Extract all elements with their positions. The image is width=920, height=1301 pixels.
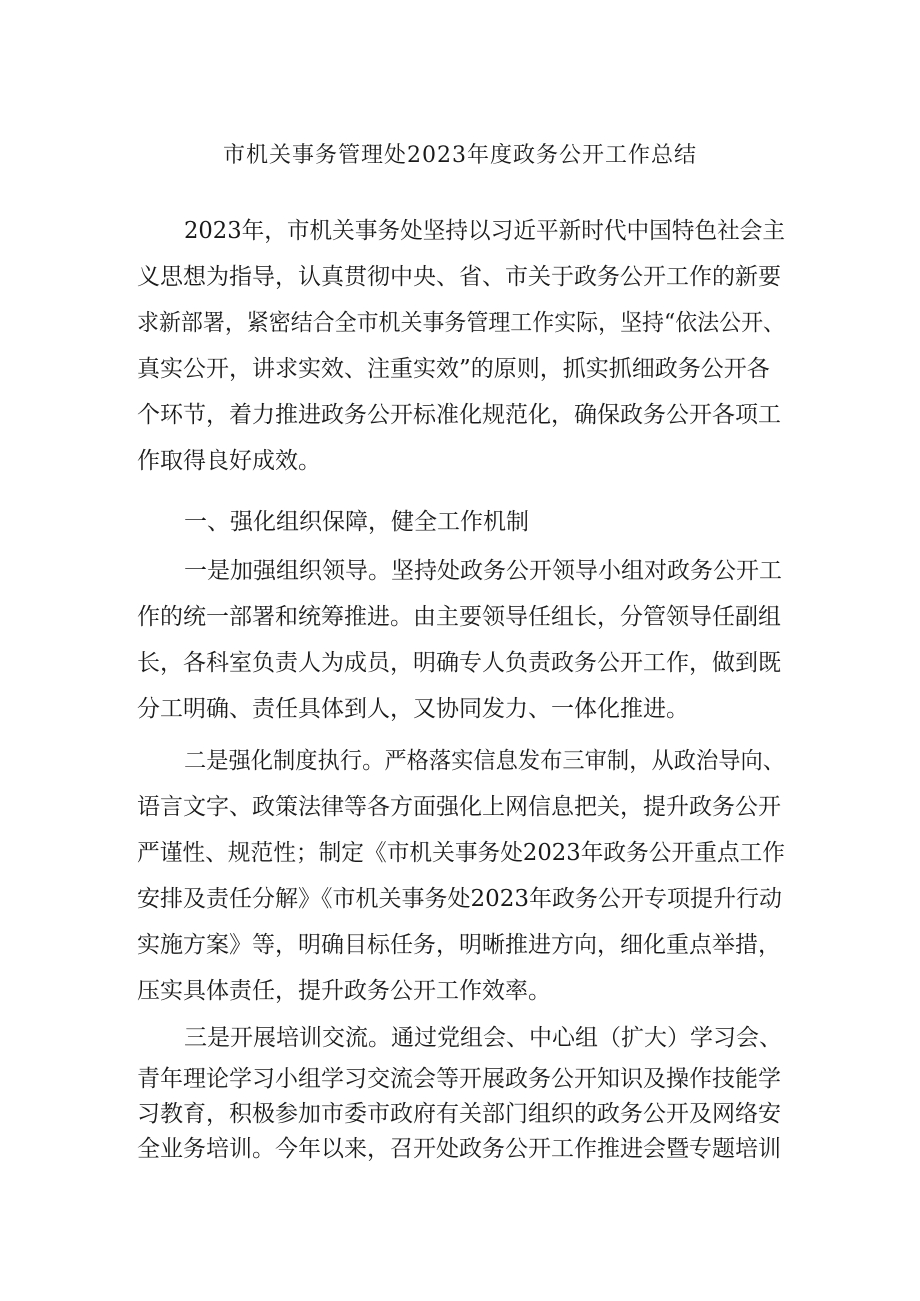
text-line: 二是强化制度执行。严格落实信息发布三审制，从政治导向、 [184,748,786,774]
text-line: 2023年，市机关事务处坚持以习近平新时代中国特色社会主 [184,218,786,244]
text-line: 严谨性、规范性；制定《市机关事务处2023年政务公开重点工作 [137,840,786,866]
text-line: 安排及责任分解》《市机关事务处2023年政务公开专项提升行动 [137,886,783,912]
text-line: 义思想为指导，认真贯彻中央、省、市关于政务公开工作的新要 [137,264,781,290]
text-line: 压实具体责任，提升政务公开工作效率。 [137,978,551,1004]
text-line: 青年理论学习小组学习交流会等开展政务公开知识及操作技能学 [137,1066,781,1092]
text-line: 一是加强组织领导。坚持处政务公开领导小组对政务公开工 [184,558,782,584]
text-line: 长，各科室负责人为成员，明确专人负责政务公开工作，做到既 [137,650,781,676]
text-line: 分工明确、责任具体到人，又协同发力、一体化推进。 [137,696,689,722]
text-line: 语言文字、政策法律等各方面强化上网信息把关，提升政务公开 [137,794,781,820]
text-line: 真实公开，讲求实效、注重实效”的原则，抓实抓细政务公开各 [137,356,770,382]
text-line: 求新部署，紧密结合全市机关事务管理工作实际，坚持“依法公开、 [137,310,786,336]
text-line: 作取得良好成效。 [137,448,321,474]
text-line: 全业务培训。今年以来，召开处政务公开工作推进会暨专题培训 [137,1136,781,1162]
text-line: 作的统一部署和统筹推进。由主要领导任组长，分管领导任副组 [137,604,781,630]
text-line: 实施方案》等，明确目标任务，明晰推进方向，细化重点举措， [137,932,781,958]
text-line: 个环节，着力推进政务公开标准化规范化，确保政务公开各项工 [137,402,781,428]
heading-text: 一、强化组织保障，健全工作机制 [184,509,529,535]
text-line: 三是开展培训交流。通过党组会、中心组（扩大）学习会、 [184,1025,782,1051]
text-line: 习教育，积极参加市委市政府有关部门组织的政务公开及网络安 [137,1101,781,1127]
document-title: 市机关事务管理处2023年度政务公开工作总结 [223,143,697,168]
